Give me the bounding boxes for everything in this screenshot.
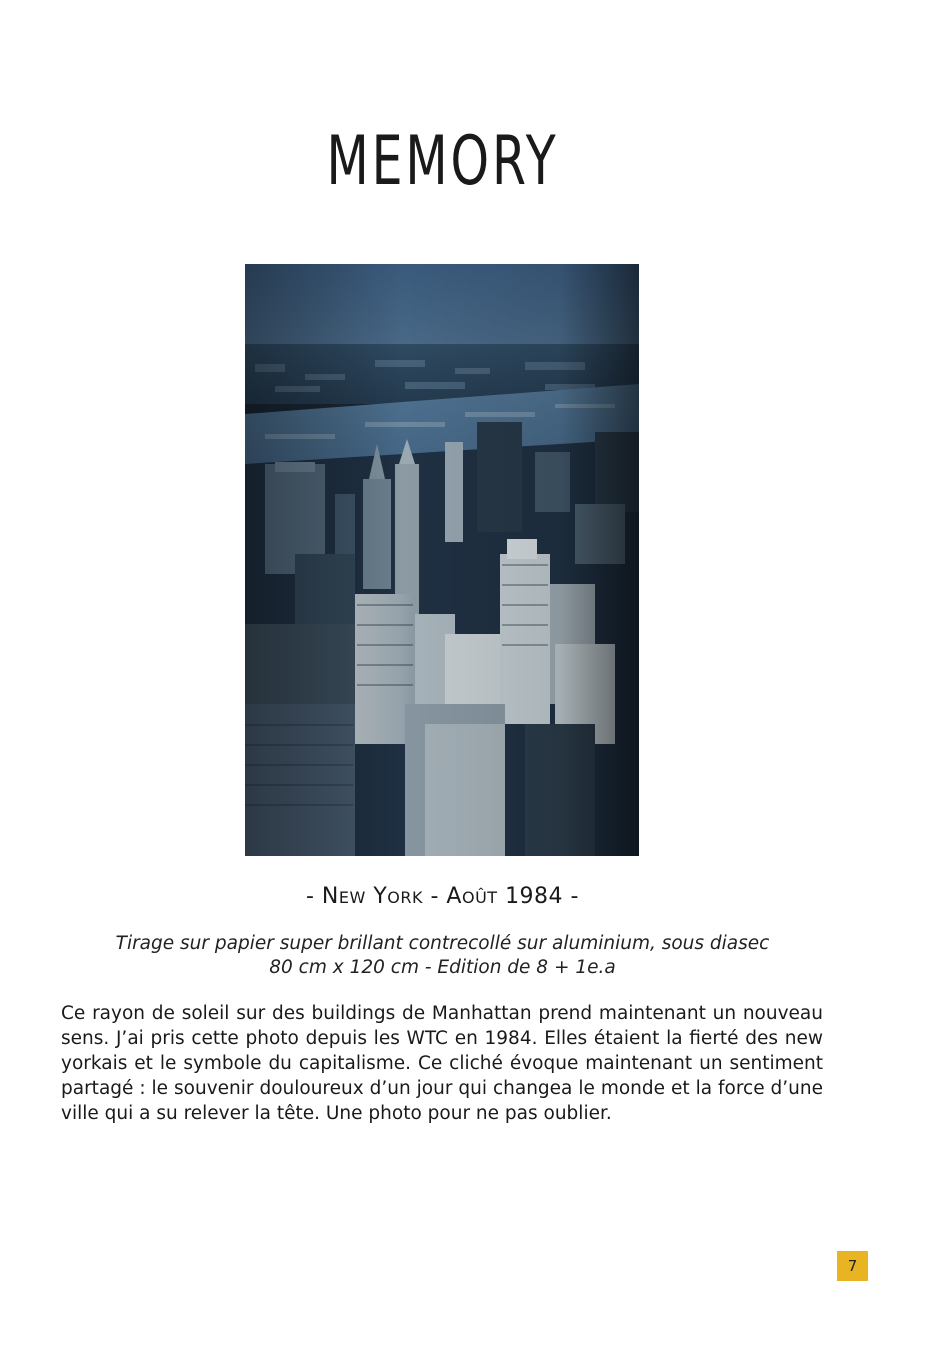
caption-suffix: - (563, 884, 579, 909)
caption-month-initial: A (446, 884, 462, 909)
print-specifications (0, 932, 885, 980)
caption-city-initial-2: Y (373, 884, 388, 909)
page-title: MEMORY (326, 122, 559, 201)
manhattan-aerial-photo-image (245, 264, 639, 856)
photo-description: Ce rayon de soleil sur des buildings de Manhattan prend maintenant un nouveau sens. J’ai pris cette photo depuis les WTC en 1984. Elles étaient la fierté des new yorkais et le symbole du capitalisme. Ce cliché évoque maintenant un sentiment partagé : le souvenir douloureux d’un jour qui changea le monde et la force d’une ville qui a su relever la tête. Une photo pour ne pas oublier. (61, 1003, 823, 1124)
caption-month-rest: OÛT (461, 888, 498, 907)
photo-caption (0, 884, 885, 909)
manhattan-aerial-photo (245, 264, 639, 856)
caption-year: 1984 (505, 884, 564, 909)
specs-line-2: 80 cm x 120 cm - Edition de 8 + 1e.a (269, 957, 616, 978)
caption-city-initial-1: N (321, 884, 339, 909)
caption-separator: - (422, 884, 447, 909)
caption-city-rest-1: EW (338, 888, 366, 907)
caption-prefix: - (305, 884, 322, 909)
page-number-badge: 7 (837, 1251, 868, 1281)
specs-line-1: Tirage sur papier super brillant contrecollé sur aluminium, sous diasec (115, 933, 770, 954)
caption-city-rest-2: ORK (387, 888, 423, 907)
